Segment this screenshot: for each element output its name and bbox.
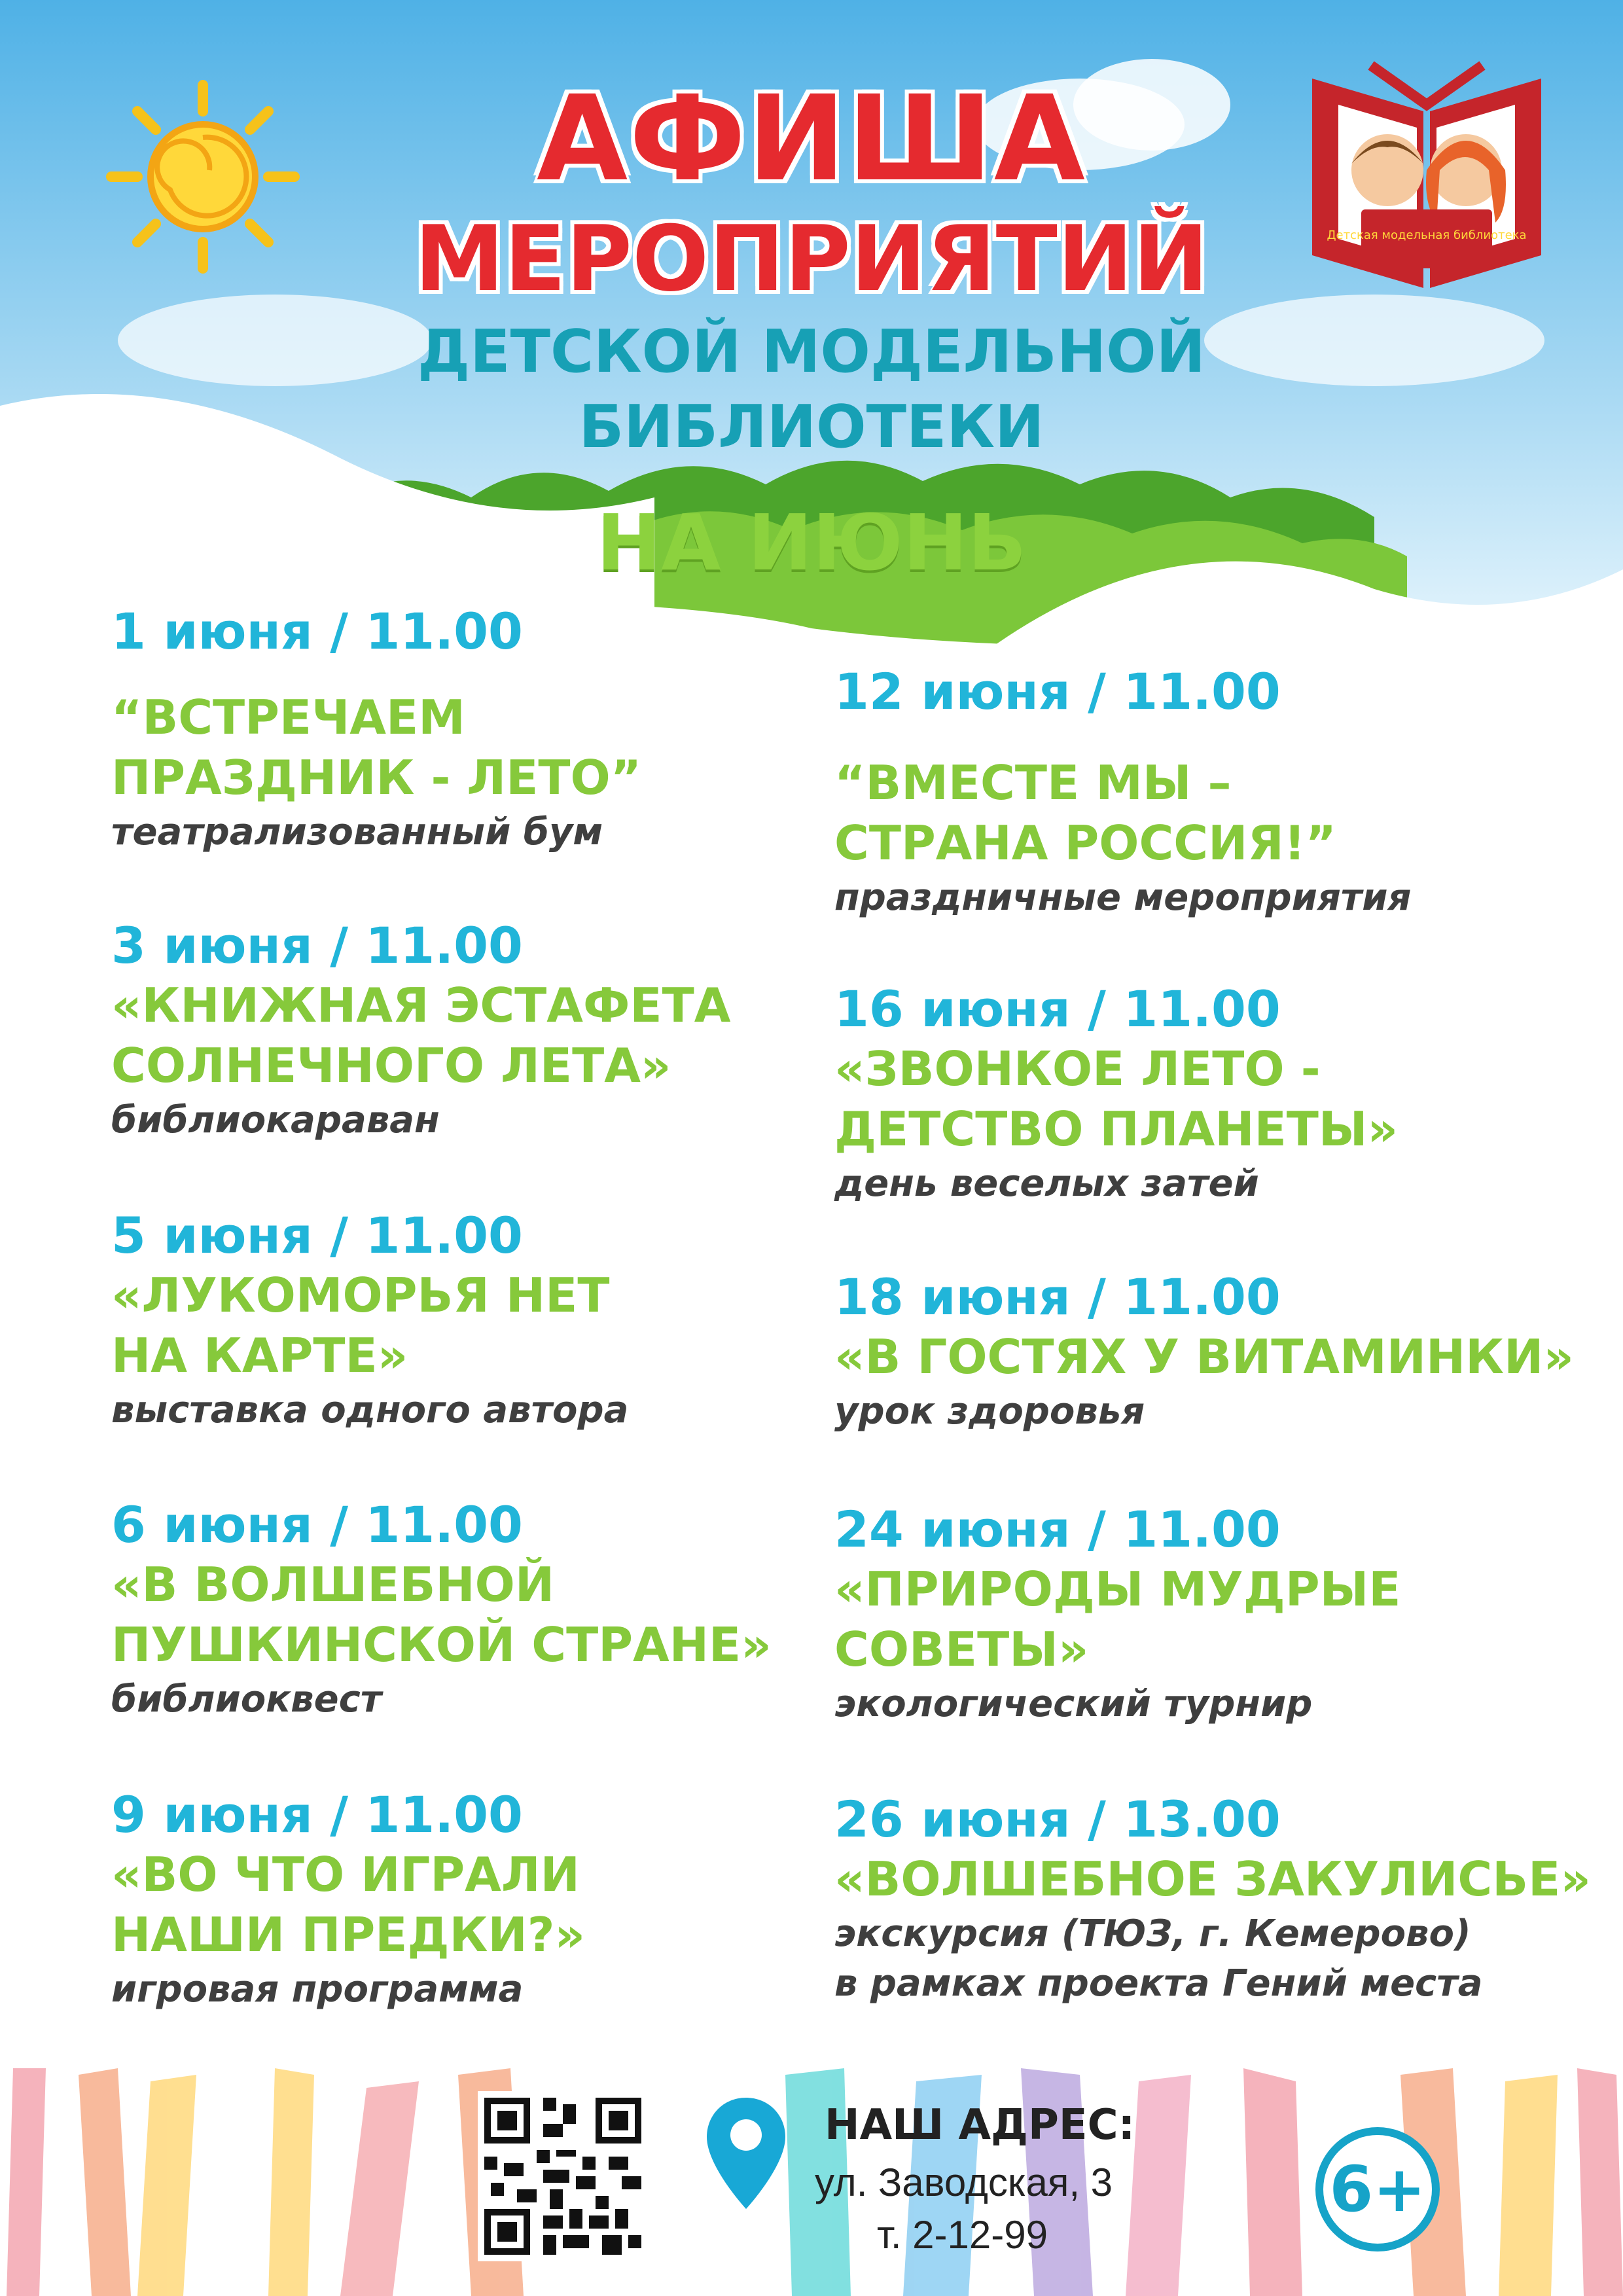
address-heading: НАШ АДРЕС:: [825, 2101, 1135, 2149]
event-date: 24 июня / 11.00: [834, 1500, 1281, 1558]
event-date: 16 июня / 11.00: [834, 980, 1281, 1038]
event-item: [111, 1496, 831, 1725]
event-date: 5 июня / 11.00: [111, 1206, 523, 1265]
event-title: СТРАНА РОССИЯ!”: [834, 816, 1337, 870]
event-title: «ВО ЧТО ИГРАЛИ: [111, 1847, 580, 1902]
event-title: ДЕТСТВО ПЛАНЕТЫ»: [834, 1102, 1398, 1157]
event-item: [834, 980, 1554, 1209]
event-item: [111, 1206, 831, 1435]
page-title: АФИША: [536, 71, 1087, 207]
event-type: экскурсия (ТЮЗ, г. Кемерово): [834, 1912, 1471, 1955]
event-type: игровая программа: [111, 1968, 524, 2011]
logo-text: Детская модельная библиотека: [1327, 228, 1527, 242]
event-date: 3 июня / 11.00: [111, 916, 523, 975]
event-type: день веселых затей: [834, 1162, 1259, 1205]
month-heading: НА ИЮНЬ: [596, 497, 1027, 588]
event-title: «ЗВОНКОЕ ЛЕТО -: [834, 1041, 1321, 1096]
age-rating-badge: 6+: [1315, 2127, 1440, 2251]
event-type: праздничные мероприятия: [834, 876, 1412, 919]
event-title: «ЛУКОМОРЬЯ НЕТ: [111, 1268, 610, 1323]
event-title: НА КАРТЕ»: [111, 1328, 408, 1383]
subtitle-line2: БИБЛИОТЕКИ: [579, 393, 1044, 461]
event-type: выставка одного автора: [111, 1389, 629, 1431]
event-title: НАШИ ПРЕДКИ?»: [111, 1907, 585, 1962]
event-item: [111, 1785, 831, 2015]
address-street: ул. Заводская, 3: [815, 2161, 1113, 2204]
map-pin-icon: [704, 2094, 789, 2212]
event-title: СОЛНЕЧНОГО ЛЕТА»: [111, 1038, 671, 1093]
event-title: ПРАЗДНИК - ЛЕТО”: [111, 750, 642, 805]
event-date: 26 июня / 13.00: [834, 1790, 1281, 1848]
event-type-extra: в рамках проекта Гений места: [834, 1962, 1483, 2005]
qr-code-icon[interactable]: [478, 2091, 648, 2261]
event-title: «В ВОЛШЕБНОЙ: [111, 1557, 555, 1612]
event-title: «ПРИРОДЫ МУДРЫЕ: [834, 1562, 1401, 1617]
event-item: [834, 1268, 1574, 1437]
event-title: “ВМЕСТЕ МЫ –: [834, 755, 1232, 810]
subtitle-line1: ДЕТСКОЙ МОДЕЛЬНОЙ: [417, 317, 1205, 386]
event-type: театрализованный бум: [111, 811, 603, 853]
page-title-line2: МЕРОПРИЯТИЙ: [414, 206, 1209, 312]
event-title: «ВОЛШЕБНОЕ ЗАКУЛИСЬЕ»: [834, 1852, 1591, 1907]
event-item: [834, 1500, 1554, 1729]
event-title: «КНИЖНАЯ ЭСТАФЕТА: [111, 978, 731, 1033]
event-item: [834, 662, 1554, 923]
event-date: 9 июня / 11.00: [111, 1785, 523, 1844]
event-title: СОВЕТЫ»: [834, 1622, 1089, 1677]
event-item: [111, 602, 831, 857]
event-type: урок здоровья: [834, 1390, 1145, 1433]
event-date: 12 июня / 11.00: [834, 662, 1281, 721]
event-title: ПУШКИНСКОЙ СТРАНЕ»: [111, 1617, 772, 1672]
event-type: библиоквест: [111, 1678, 382, 1721]
address-phone: т. 2-12-99: [877, 2213, 1048, 2257]
event-date: 18 июня / 11.00: [834, 1268, 1281, 1326]
event-item: [834, 1790, 1591, 2009]
event-date: 6 июня / 11.00: [111, 1496, 523, 1554]
event-type: библиокараван: [111, 1099, 440, 1141]
event-item: [111, 916, 831, 1145]
event-title: “ВСТРЕЧАЕМ: [111, 690, 465, 745]
event-type: экологический турнир: [834, 1683, 1313, 1725]
event-title: «В ГОСТЯХ У ВИТАМИНКИ»: [834, 1329, 1574, 1384]
event-date: 1 июня / 11.00: [111, 602, 523, 660]
